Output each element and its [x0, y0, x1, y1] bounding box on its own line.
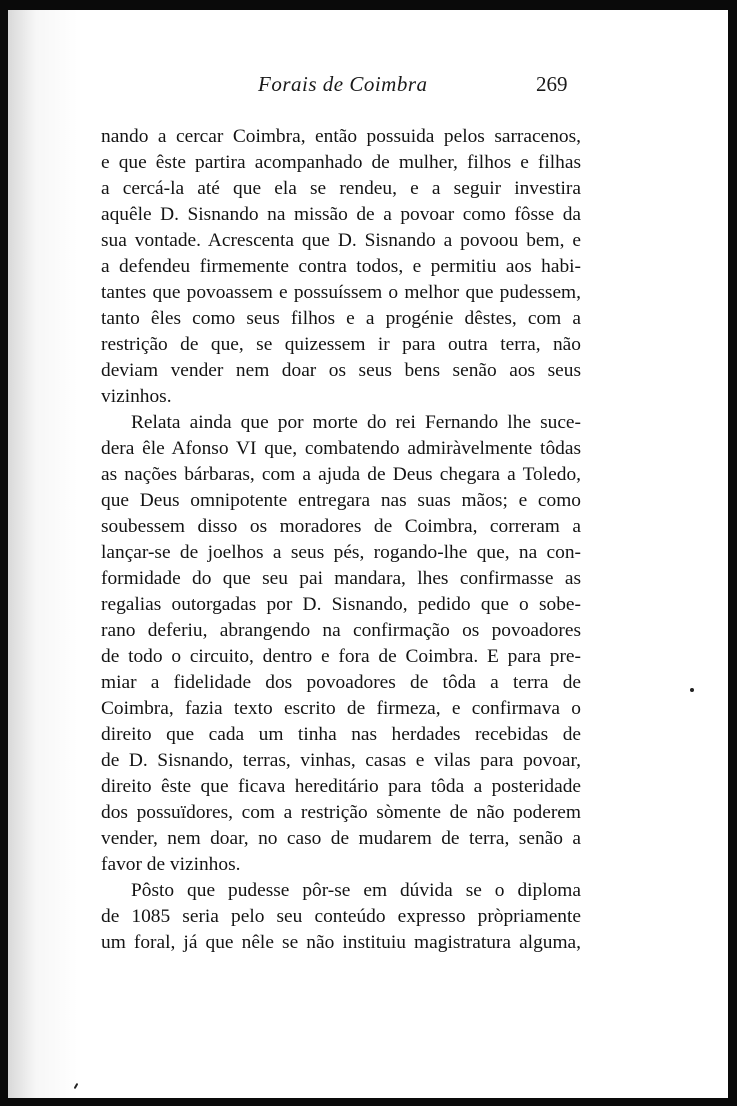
- text-line: tantes que povoassem e possuíssem o melhor que pudessem,: [101, 282, 581, 303]
- text-line: soubessem disso os moradores de Coimbra, correram a: [101, 516, 581, 537]
- ink-speck: [690, 688, 694, 692]
- text-line: Relata ainda que por morte do rei Fernando lhe suce-: [131, 412, 581, 433]
- text-line: nando a cercar Coimbra, então possuida pelos sarracenos,: [101, 126, 581, 147]
- text-line: Coimbra, fazia texto escrito de firmeza, e confirmava o: [101, 698, 581, 719]
- text-line: deviam vender nem doar os seus bens senão aos seus: [101, 360, 581, 381]
- text-line: vender, nem doar, no caso de mudarem de terra, senão a: [101, 828, 581, 849]
- text-line: vizinhos.: [101, 386, 172, 407]
- running-head: [8, 72, 728, 102]
- text-line: de 1085 seria pelo seu conteúdo expresso pròpriamente: [101, 906, 581, 927]
- text-line: a cercá-la até que ela se rendeu, e a seguir investira: [101, 178, 581, 199]
- text-line: dera êle Afonso VI que, combatendo admiràvelmente tôdas: [101, 438, 581, 459]
- page-number: 269: [536, 72, 568, 96]
- text-line: de D. Sisnando, terras, vinhas, casas e vilas para povoar,: [101, 750, 581, 771]
- text-line: tanto êles como seus filhos e a progénie dêstes, com a: [101, 308, 581, 329]
- text-line: sua vontade. Acrescenta que D. Sisnando a povoou bem, e: [101, 230, 581, 251]
- text-line: a defendeu firmemente contra todos, e permitiu aos habi-: [101, 256, 581, 277]
- text-line: dos possuïdores, com a restrição sòmente de não poderem: [101, 802, 581, 823]
- text-line: e que êste partira acompanhado de mulher, filhos e filhas: [101, 152, 581, 173]
- text-line: aquêle D. Sisnando na missão de a povoar como fôsse da: [101, 204, 581, 225]
- text-line: que Deus omnipotente entregara nas suas mãos; e como: [101, 490, 581, 511]
- text-line: miar a fidelidade dos povoadores de tôda a terra de: [101, 672, 581, 693]
- book-page: [8, 10, 728, 1098]
- text-line: direito que cada um tinha nas herdades recebidas de: [101, 724, 581, 745]
- text-line: Pôsto que pudesse pôr-se em dúvida se o diploma: [131, 880, 581, 901]
- text-line: de todo o circuito, dentro e fora de Coimbra. E para pre-: [101, 646, 581, 667]
- text-line: direito êste que ficava hereditário para tôda a posteridade: [101, 776, 581, 797]
- text-line: lançar-se de joelhos a seus pés, rogando-lhe que, na con-: [101, 542, 581, 563]
- text-line: as nações bárbaras, com a ajuda de Deus chegara a Toledo,: [101, 464, 581, 485]
- gutter-shadow: [8, 10, 78, 1098]
- text-line: um foral, já que nêle se não instituiu magistratura alguma,: [101, 932, 581, 953]
- text-line: favor de vizinhos.: [101, 854, 241, 875]
- text-line: formidade do que seu pai mandara, lhes confirmasse as: [101, 568, 581, 589]
- running-title: Forais de Coimbra: [258, 72, 428, 96]
- body-text: [101, 124, 581, 956]
- text-line: restrição de que, se quizessem ir para outra terra, não: [101, 334, 581, 355]
- text-line: rano deferiu, abrangendo na confirmação os povoadores: [101, 620, 581, 641]
- text-line: regalias outorgadas por D. Sisnando, pedido que o sobe-: [101, 594, 581, 615]
